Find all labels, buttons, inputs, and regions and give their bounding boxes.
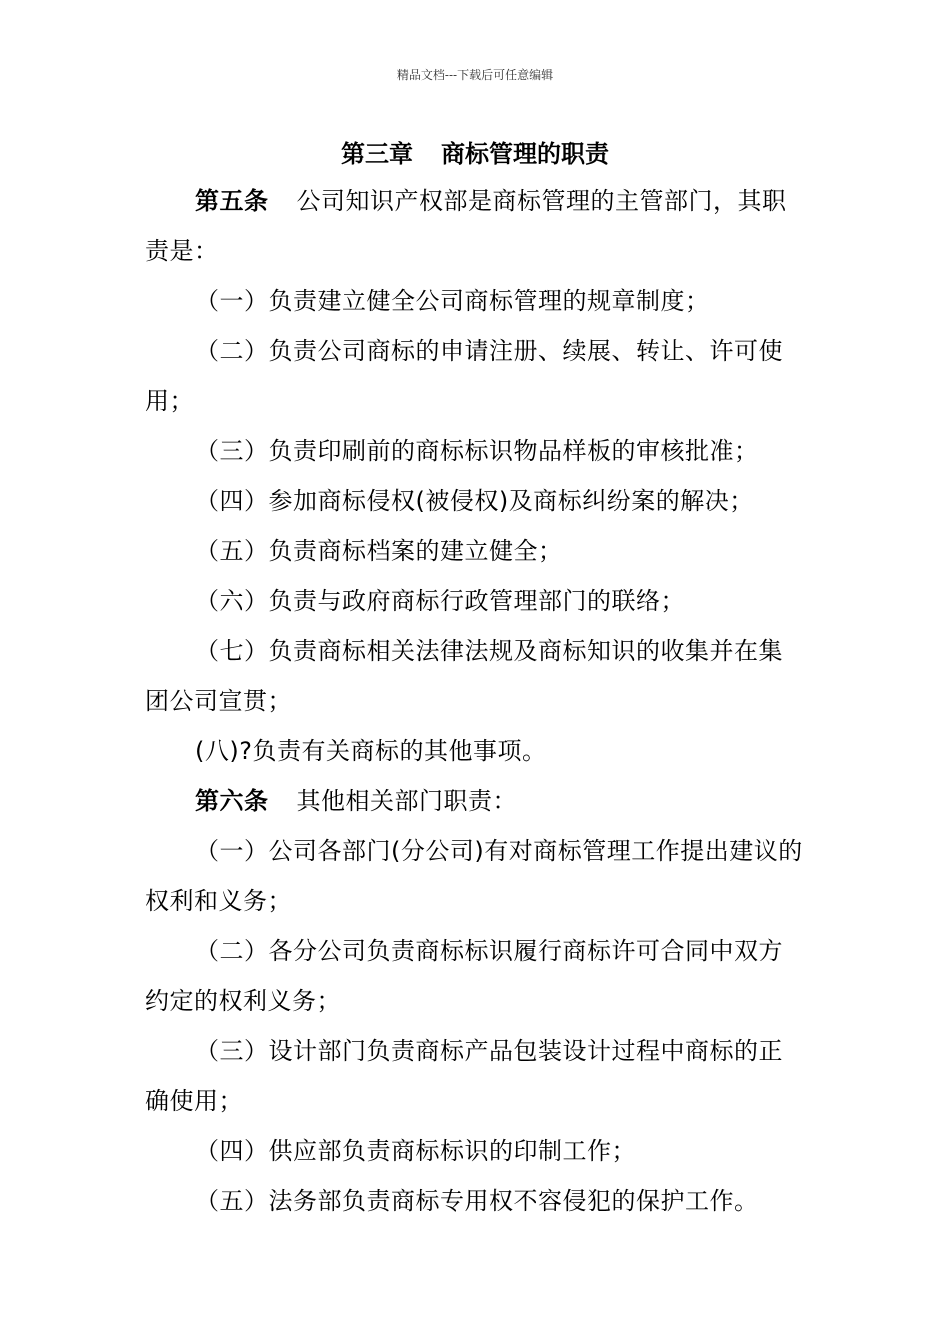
article-5-item: （六）负责与政府商标行政管理部门的联络；: [195, 587, 685, 615]
article-5-text: 公司知识产权部是商标管理的主管部门，其职责是：: [145, 187, 787, 265]
article-6-text: 其他相关部门职责：: [296, 787, 517, 815]
article-6-item: （四）供应部负责商标标识的印制工作；: [195, 1137, 636, 1165]
chapter-number: 第三章: [341, 140, 413, 168]
article-5: [145, 176, 805, 276]
article-5-item: （三）负责印刷前的商标标识物品样板的审核批准；: [195, 437, 759, 465]
article-5-label: 第五条: [195, 187, 269, 215]
chapter-title: [0, 134, 950, 169]
chapter-heading: 商标管理的职责: [441, 140, 609, 168]
article-6-item: （五）法务部负责商标专用权不容侵犯的保护工作。: [195, 1187, 759, 1215]
article-6: [145, 776, 805, 826]
article-5-item: （二）负责公司商标的申请注册、续展、转让、许可使用；: [145, 337, 783, 415]
article-5-item: （一）负责建立健全公司商标管理的规章制度；: [195, 287, 710, 315]
article-6-item: （二）各分公司负责商标标识履行商标许可合同中双方约定的权利义务；: [145, 937, 783, 1015]
article-6-label: 第六条: [195, 787, 269, 815]
document-body: [145, 176, 805, 1226]
article-5-item: （五）负责商标档案的建立健全；: [195, 537, 563, 565]
article-5-item: （七）负责商标相关法律法规及商标知识的收集并在集团公司宣贯；: [145, 637, 783, 715]
article-5-item: (八)?负责有关商标的其他事项。: [195, 737, 547, 765]
article-5-item: （四）参加商标侵权(被侵权)及商标纠纷案的解决；: [195, 487, 754, 515]
article-6-item: （一）公司各部门(分公司)有对商标管理工作提出建议的权利和义务；: [145, 837, 803, 915]
article-6-item: （三）设计部门负责商标产品包装设计过程中商标的正确使用；: [145, 1037, 783, 1115]
page-header: 精品文档---下载后可任意编辑: [396, 68, 554, 82]
